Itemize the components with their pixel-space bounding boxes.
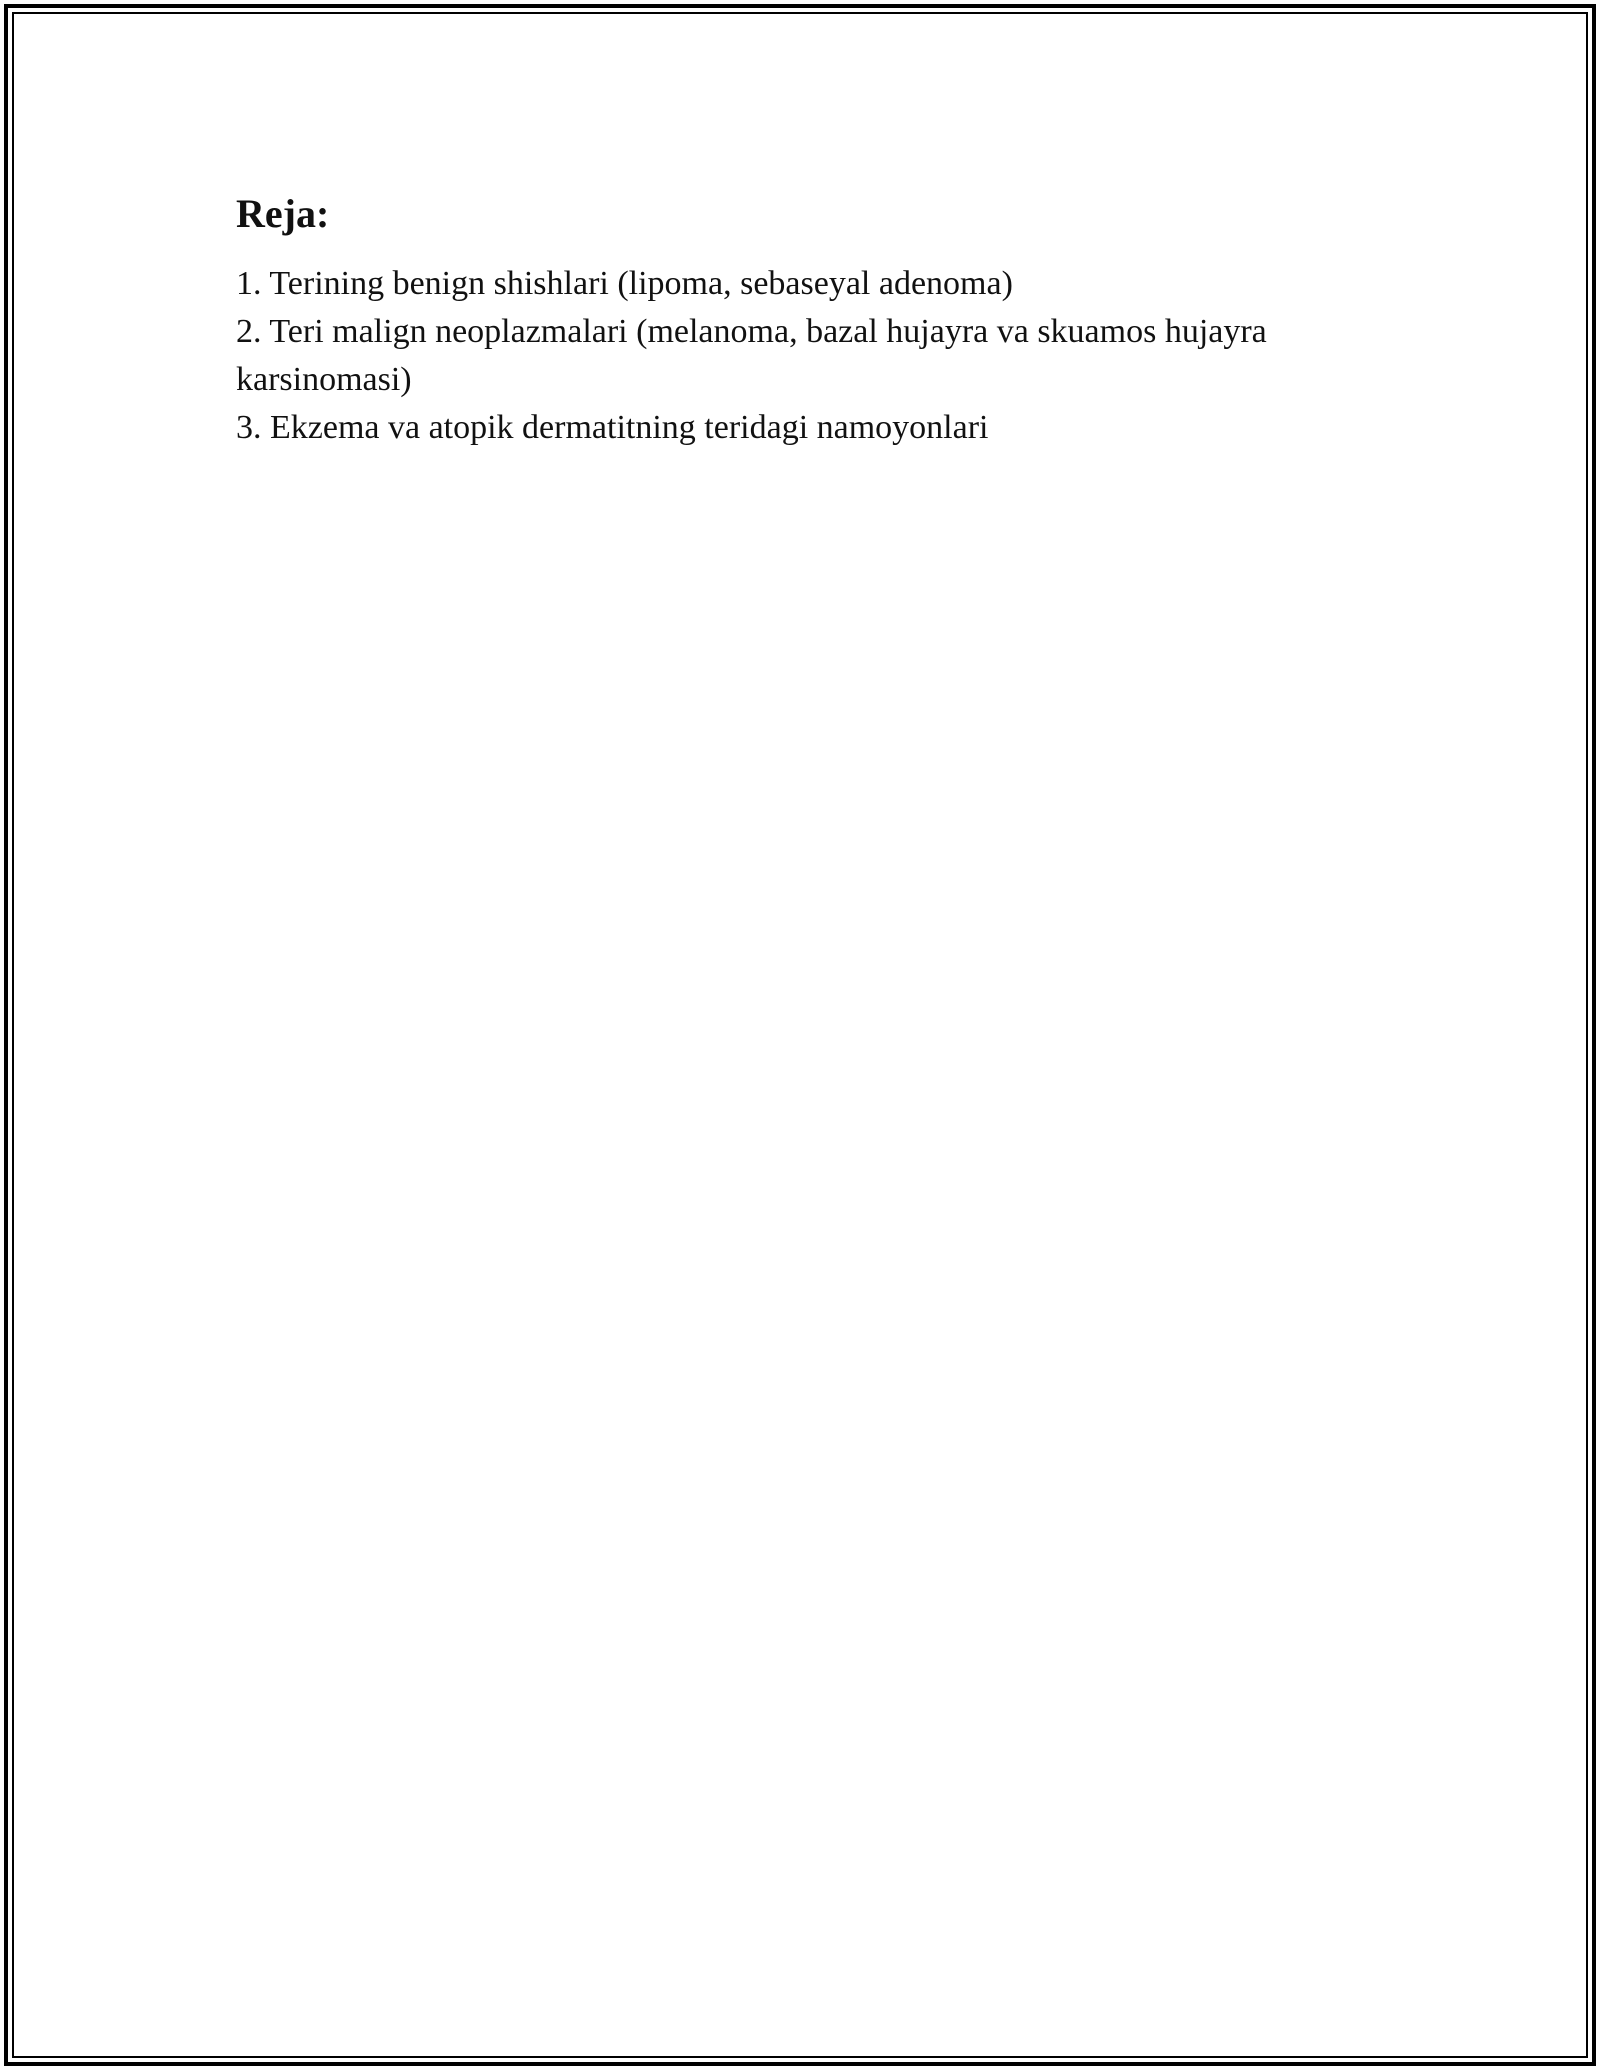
plan-list <box>236 260 1366 452</box>
plan-item-2: 2. Teri malign neoplazmalari (melanoma, bazal hujayra va skuamos hujayra karsinomasi) <box>236 313 1267 398</box>
plan-heading: Reja: <box>236 191 330 236</box>
plan-item-3: 3. Ekzema va atopik dermatitning teridagi namoyonlari <box>236 409 989 446</box>
plan-item-1: 1. Terining benign shishlari (lipoma, sebaseyal adenoma) <box>236 265 1013 302</box>
document-body <box>236 186 1366 452</box>
